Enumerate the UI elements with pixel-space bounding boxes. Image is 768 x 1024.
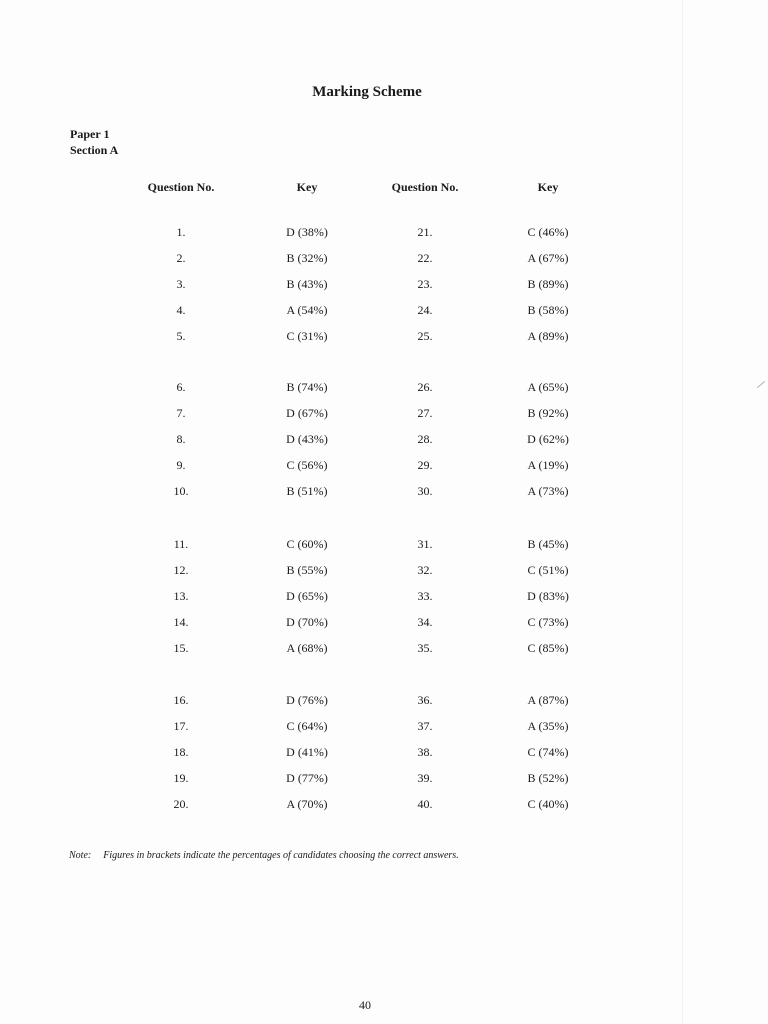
header-key-right: Key: [537, 180, 559, 194]
cell-key-left: B (74%): [286, 380, 328, 394]
cell-question-no-right: 22.: [417, 251, 433, 265]
cell-key-left: B (43%): [286, 277, 328, 291]
cell-key-left: B (55%): [286, 563, 328, 577]
cell-key-left: C (64%): [286, 719, 328, 733]
cell-key-left: D (76%): [286, 693, 328, 707]
scan-edge-shadow: [682, 0, 683, 1024]
footnote: [69, 850, 459, 861]
section-label: Section A: [70, 143, 119, 157]
table-row: [0, 277, 768, 303]
cell-key-left: D (67%): [286, 406, 328, 420]
header-key-left: Key: [296, 180, 318, 194]
cell-question-no-left: 7.: [176, 406, 186, 420]
cell-key-left: C (60%): [286, 537, 328, 551]
cell-key-right: A (87%): [527, 693, 569, 707]
cell-question-no-left: 6.: [176, 380, 186, 394]
cell-question-no-left: 8.: [176, 432, 186, 446]
table-row: [0, 380, 768, 406]
footnote-text: Figures in brackets indicate the percentages of candidates choosing the correct answers.: [103, 850, 459, 861]
table-row: [0, 225, 768, 251]
cell-question-no-right: 30.: [417, 484, 433, 498]
table-row: [0, 771, 768, 797]
cell-question-no-right: 28.: [417, 432, 433, 446]
cell-question-no-left: 10.: [173, 484, 189, 498]
cell-key-left: D (70%): [286, 615, 328, 629]
cell-question-no-left: 18.: [173, 745, 189, 759]
paper-label: Paper 1: [70, 127, 110, 141]
table-row: [0, 615, 768, 641]
cell-question-no-left: 14.: [173, 615, 189, 629]
cell-question-no-right: 21.: [417, 225, 433, 239]
footnote-label: Note:: [69, 850, 92, 861]
cell-key-right: A (73%): [527, 484, 569, 498]
cell-question-no-left: 15.: [173, 641, 189, 655]
cell-question-no-right: 24.: [417, 303, 433, 317]
table-row: [0, 406, 768, 432]
cell-question-no-left: 3.: [176, 277, 186, 291]
cell-question-no-left: 4.: [176, 303, 186, 317]
cell-question-no-right: 34.: [417, 615, 433, 629]
cell-key-left: D (41%): [286, 745, 328, 759]
page-number: 40: [359, 998, 371, 1012]
cell-key-right: C (51%): [527, 563, 569, 577]
header-question-no-left: Question No.: [147, 180, 215, 194]
answer-key-table: [0, 180, 768, 811]
table-row: [0, 458, 768, 484]
table-row: [0, 432, 768, 458]
table-row: [0, 329, 768, 355]
cell-question-no-left: 13.: [173, 589, 189, 603]
answer-group: [0, 380, 768, 510]
cell-key-right: C (73%): [527, 615, 569, 629]
cell-key-right: C (46%): [527, 225, 569, 239]
page-title: Marking Scheme: [312, 84, 422, 100]
cell-key-right: A (65%): [527, 380, 569, 394]
cell-question-no-left: 11.: [173, 537, 189, 551]
cell-key-right: B (92%): [527, 406, 569, 420]
cell-question-no-left: 1.: [176, 225, 186, 239]
cell-question-no-left: 17.: [173, 719, 189, 733]
cell-question-no-right: 40.: [417, 797, 433, 811]
cell-question-no-left: 2.: [176, 251, 186, 265]
table-row: [0, 251, 768, 277]
cell-key-right: B (52%): [527, 771, 569, 785]
cell-question-no-left: 5.: [176, 329, 186, 343]
answer-group: [0, 537, 768, 667]
paper-section-label: [70, 126, 118, 158]
cell-question-no-left: 19.: [173, 771, 189, 785]
cell-key-right: B (45%): [527, 537, 569, 551]
cell-question-no-right: 27.: [417, 406, 433, 420]
cell-key-left: D (77%): [286, 771, 328, 785]
cell-question-no-right: 32.: [417, 563, 433, 577]
cell-question-no-right: 35.: [417, 641, 433, 655]
cell-question-no-left: 20.: [173, 797, 189, 811]
header-question-no-right: Question No.: [391, 180, 459, 194]
table-row: [0, 303, 768, 329]
cell-key-right: A (89%): [527, 329, 569, 343]
cell-key-left: B (51%): [286, 484, 328, 498]
cell-question-no-right: 23.: [417, 277, 433, 291]
cell-key-left: C (56%): [286, 458, 328, 472]
cell-key-right: B (58%): [527, 303, 569, 317]
cell-key-left: D (43%): [286, 432, 328, 446]
table-header-row: [0, 180, 768, 200]
cell-key-right: C (85%): [527, 641, 569, 655]
cell-key-left: D (65%): [286, 589, 328, 603]
cell-question-no-right: 31.: [417, 537, 433, 551]
cell-key-right: D (62%): [527, 432, 569, 446]
cell-question-no-left: 9.: [176, 458, 186, 472]
cell-question-no-right: 26.: [417, 380, 433, 394]
cell-key-right: D (83%): [527, 589, 569, 603]
table-row: [0, 693, 768, 719]
table-row: [0, 641, 768, 667]
cell-key-left: A (70%): [286, 797, 328, 811]
cell-key-left: D (38%): [286, 225, 328, 239]
cell-key-right: B (89%): [527, 277, 569, 291]
answer-group: [0, 693, 768, 823]
cell-key-right: C (40%): [527, 797, 569, 811]
cell-question-no-left: 16.: [173, 693, 189, 707]
cell-question-no-right: 33.: [417, 589, 433, 603]
cell-question-no-right: 37.: [417, 719, 433, 733]
table-row: [0, 484, 768, 510]
cell-key-right: A (35%): [527, 719, 569, 733]
cell-key-left: C (31%): [286, 329, 328, 343]
cell-question-no-right: 38.: [417, 745, 433, 759]
cell-question-no-right: 36.: [417, 693, 433, 707]
cell-question-no-right: 29.: [417, 458, 433, 472]
cell-question-no-right: 39.: [417, 771, 433, 785]
cell-question-no-right: 25.: [417, 329, 433, 343]
cell-key-left: B (32%): [286, 251, 328, 265]
answer-group: [0, 225, 768, 355]
table-row: [0, 537, 768, 563]
table-row: [0, 719, 768, 745]
cell-key-right: C (74%): [527, 745, 569, 759]
table-row: [0, 745, 768, 771]
cell-key-right: A (19%): [527, 458, 569, 472]
cell-key-left: A (68%): [286, 641, 328, 655]
table-row: [0, 589, 768, 615]
cell-key-left: A (54%): [286, 303, 328, 317]
cell-question-no-left: 12.: [173, 563, 189, 577]
table-row: [0, 563, 768, 589]
cell-key-right: A (67%): [527, 251, 569, 265]
table-row: [0, 797, 768, 823]
